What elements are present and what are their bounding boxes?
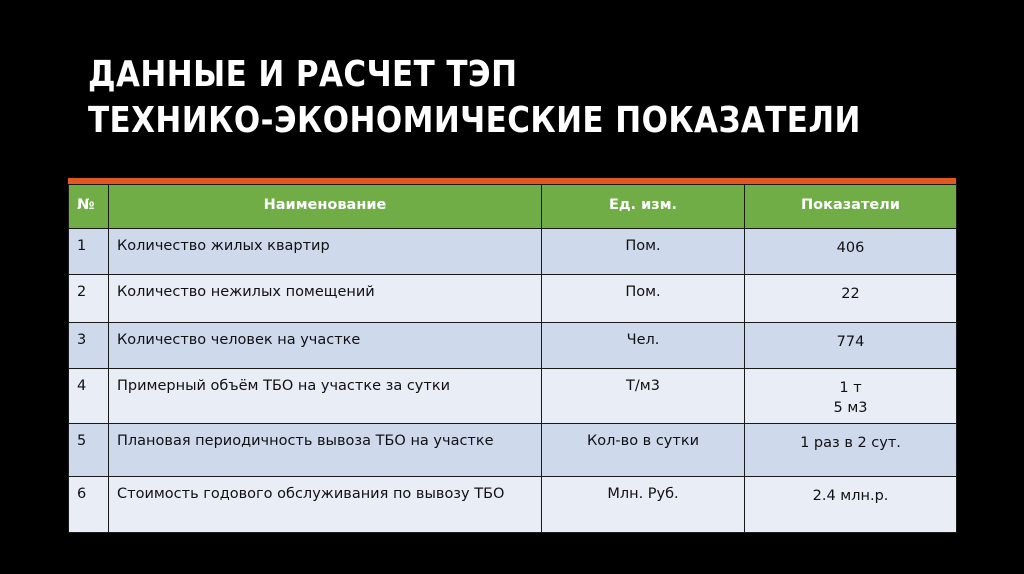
row-value (745, 369, 957, 424)
row-unit: Пом. (542, 275, 745, 323)
table-row (69, 275, 957, 323)
header-value: Показатели (745, 185, 957, 229)
title-line-2: ТЕХНИКО-ЭКОНОМИЧЕСКИЕ ПОКАЗАТЕЛИ (88, 100, 861, 141)
table-row (69, 424, 957, 477)
title-line-1: ДАННЫЕ И РАСЧЕТ ТЭП (88, 54, 518, 95)
table-row (69, 369, 957, 424)
row-value-line: 406 (836, 240, 865, 256)
row-value-line: 2.4 млн.р. (812, 488, 889, 504)
row-num: 2 (69, 275, 109, 323)
row-name: Плановая периодичность вывоза ТБО на участке (109, 424, 542, 477)
row-name: Количество нежилых помещений (109, 275, 542, 323)
row-name: Стоимость годового обслуживания по вывозу ТБО (109, 477, 542, 533)
header-num: № (69, 185, 109, 229)
header-name: Наименование (109, 185, 542, 229)
row-num: 3 (69, 323, 109, 369)
row-value-line: 22 (841, 286, 860, 302)
row-name: Количество жилых квартир (109, 229, 542, 275)
indicators-table (68, 184, 957, 533)
table-row (69, 323, 957, 369)
row-value-line: 1 раз в 2 сут. (800, 435, 901, 451)
row-name: Примерный объём ТБО на участке за сутки (109, 369, 542, 424)
table-row (69, 229, 957, 275)
row-value (745, 323, 957, 369)
row-num: 4 (69, 369, 109, 424)
table-header-row (69, 185, 957, 229)
table-row (69, 477, 957, 533)
row-unit: Чел. (542, 323, 745, 369)
row-value (745, 424, 957, 477)
header-unit: Ед. изм. (542, 185, 745, 229)
row-value-line: 774 (836, 334, 865, 350)
row-value (745, 477, 957, 533)
row-num: 6 (69, 477, 109, 533)
row-name: Количество человек на участке (109, 323, 542, 369)
row-value-line: 1 т (839, 380, 862, 396)
row-unit: Т/м3 (542, 369, 745, 424)
indicators-table-container (68, 178, 956, 533)
row-value-line: 5 м3 (833, 400, 868, 416)
row-unit: Кол-во в сутки (542, 424, 745, 477)
row-unit: Млн. Руб. (542, 477, 745, 533)
row-num: 1 (69, 229, 109, 275)
row-unit: Пом. (542, 229, 745, 275)
slide-title (88, 52, 861, 144)
row-value (745, 275, 957, 323)
row-num: 5 (69, 424, 109, 477)
row-value (745, 229, 957, 275)
